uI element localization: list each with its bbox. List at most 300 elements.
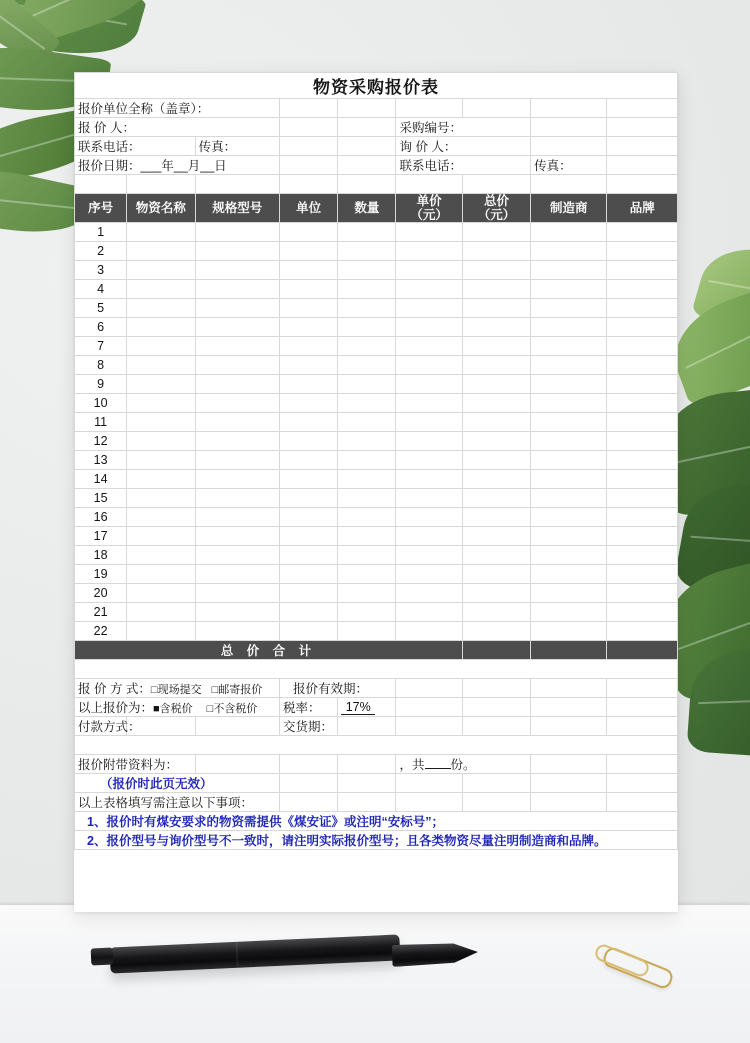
buyer-fax-value[interactable] <box>607 156 678 175</box>
cell-r1-c6[interactable] <box>396 223 462 242</box>
cell-r17-c7[interactable] <box>462 527 530 546</box>
column-header-1[interactable] <box>75 194 127 223</box>
invalid-note: （报价时此页无效） <box>100 777 213 791</box>
cell-r15-c5[interactable] <box>338 489 396 508</box>
company-cell-h[interactable] <box>531 99 607 118</box>
note-item-1: 1、报价时有煤安要求的物资需提供《煤安证》或注明“安标号”； <box>75 812 678 831</box>
cell-r4-c9[interactable] <box>607 280 678 299</box>
cell-r11-c7[interactable] <box>462 413 530 432</box>
quote-method-cell-i[interactable] <box>607 679 678 698</box>
cell-r2-c7[interactable] <box>462 242 530 261</box>
cell-r2-c6[interactable] <box>396 242 462 261</box>
cell-r7-c4[interactable] <box>279 337 337 356</box>
cell-r18-c5[interactable] <box>338 546 396 565</box>
company-cell-f[interactable] <box>396 99 462 118</box>
column-header-line1: 制造商 <box>550 201 588 215</box>
date-cell-d[interactable] <box>279 156 337 175</box>
info-row-quoter <box>75 118 678 137</box>
cell-r1-c8[interactable] <box>531 223 607 242</box>
cell-r21-c2[interactable] <box>127 603 195 622</box>
cell-r7-c7[interactable] <box>462 337 530 356</box>
cell-r9-c2[interactable] <box>127 375 195 394</box>
cell-r11-c4[interactable] <box>279 413 337 432</box>
invalid-cell-g[interactable] <box>462 774 530 793</box>
cell-r12-c9[interactable] <box>607 432 678 451</box>
attachment-suffix-b: 份。 <box>450 758 476 772</box>
cell-r9-c5[interactable] <box>338 375 396 394</box>
cell-r19-c6[interactable] <box>396 565 462 584</box>
cell-r6-c4[interactable] <box>279 318 337 337</box>
cell-r6-c8[interactable] <box>531 318 607 337</box>
cell-r6-c6[interactable] <box>396 318 462 337</box>
cell-r6-c3[interactable] <box>195 318 279 337</box>
cell-r21-c7[interactable] <box>462 603 530 622</box>
notes-cell-g[interactable] <box>462 793 530 812</box>
attachment-value-cell-3[interactable] <box>338 755 396 774</box>
table-row <box>75 356 678 375</box>
cell-r11-c6[interactable] <box>396 413 462 432</box>
cell-r4-c8[interactable] <box>531 280 607 299</box>
spacer-row-2 <box>75 660 678 679</box>
cell-r11-c8[interactable] <box>531 413 607 432</box>
cell-r17-c9[interactable] <box>607 527 678 546</box>
tax-rate-value[interactable]: 17% <box>341 700 375 715</box>
cell-r10-c8[interactable] <box>531 394 607 413</box>
payment-value-cell-2[interactable] <box>195 717 279 736</box>
cell-r5-c8[interactable] <box>531 299 607 318</box>
quote-method-cell-h[interactable] <box>531 679 607 698</box>
cell-r18-c4[interactable] <box>279 546 337 565</box>
notes-cell-e[interactable] <box>338 793 396 812</box>
company-cell-i[interactable] <box>607 99 678 118</box>
quote-method-cell-g[interactable] <box>462 679 530 698</box>
cell-r19-c9[interactable] <box>607 565 678 584</box>
company-cell-e[interactable] <box>338 99 396 118</box>
cell-r19-c7[interactable] <box>462 565 530 584</box>
note-item-row <box>75 812 678 831</box>
cell-r19-c3[interactable] <box>195 565 279 584</box>
cell-r16-c5[interactable] <box>338 508 396 527</box>
cell-r22-c5[interactable] <box>338 622 396 641</box>
spacer-cell <box>462 175 530 194</box>
total-maker-cell[interactable] <box>531 641 607 660</box>
company-cell-d[interactable] <box>279 99 337 118</box>
cell-r10-c5[interactable] <box>338 394 396 413</box>
row-number-cell: 18 <box>75 546 127 565</box>
delivery-value-cell[interactable] <box>338 717 396 736</box>
cell-r20-c6[interactable] <box>396 584 462 603</box>
cell-r20-c9[interactable] <box>607 584 678 603</box>
spacer-cell <box>127 175 195 194</box>
cell-r4-c2[interactable] <box>127 280 195 299</box>
spacer-cell <box>531 175 607 194</box>
cell-r15-c7[interactable] <box>462 489 530 508</box>
cell-r1-c5[interactable] <box>338 223 396 242</box>
cell-r1-c2[interactable] <box>127 223 195 242</box>
attachment-label-cell: 报价附带资料为： <box>75 755 196 774</box>
cell-r14-c3[interactable] <box>195 470 279 489</box>
notes-heading-row <box>75 793 678 812</box>
cell-r8-c8[interactable] <box>531 356 607 375</box>
cell-r2-c2[interactable] <box>127 242 195 261</box>
cell-r20-c7[interactable] <box>462 584 530 603</box>
cell-r3-c8[interactable] <box>531 261 607 280</box>
notes-cell-f[interactable] <box>396 793 462 812</box>
cell-r18-c3[interactable] <box>195 546 279 565</box>
cell-r20-c3[interactable] <box>195 584 279 603</box>
cell-r17-c2[interactable] <box>127 527 195 546</box>
cell-r13-c2[interactable] <box>127 451 195 470</box>
cell-r1-c7[interactable] <box>462 223 530 242</box>
cell-r14-c6[interactable] <box>396 470 462 489</box>
cell-r4-c5[interactable] <box>338 280 396 299</box>
cell-r5-c7[interactable] <box>462 299 530 318</box>
column-header-line1: 总价 <box>483 194 509 208</box>
cell-r14-c5[interactable] <box>338 470 396 489</box>
cell-r3-c9[interactable] <box>607 261 678 280</box>
cell-r10-c9[interactable] <box>607 394 678 413</box>
inquirer-value[interactable] <box>531 137 607 156</box>
column-header-line1: 序号 <box>88 201 114 215</box>
cell-r20-c2[interactable] <box>127 584 195 603</box>
cell-r16-c6[interactable] <box>396 508 462 527</box>
quoter-value-cell[interactable] <box>279 118 337 137</box>
cell-r10-c3[interactable] <box>195 394 279 413</box>
cell-r19-c5[interactable] <box>338 565 396 584</box>
quote-method-option-onsite[interactable]: □现场提交 <box>150 684 202 696</box>
cell-r15-c9[interactable] <box>607 489 678 508</box>
cell-r1-c3[interactable] <box>195 223 279 242</box>
cell-r6-c9[interactable] <box>607 318 678 337</box>
cell-r15-c4[interactable] <box>279 489 337 508</box>
column-header-3[interactable] <box>195 194 279 223</box>
cell-r6-c2[interactable] <box>127 318 195 337</box>
cell-r13-c8[interactable] <box>531 451 607 470</box>
column-header-5[interactable] <box>338 194 396 223</box>
page-title: 物资采购报价表 <box>75 73 678 99</box>
spacer-cell <box>338 175 396 194</box>
cell-r13-c7[interactable] <box>462 451 530 470</box>
cell-r21-c8[interactable] <box>531 603 607 622</box>
cell-r13-c5[interactable] <box>338 451 396 470</box>
date-cell-e[interactable] <box>338 156 396 175</box>
purchase-number-value[interactable] <box>531 118 607 137</box>
cell-r5-c9[interactable] <box>607 299 678 318</box>
company-cell-g[interactable] <box>462 99 530 118</box>
column-header-line1: 品牌 <box>629 201 655 215</box>
cell-r22-c8[interactable] <box>531 622 607 641</box>
cell-r7-c3[interactable] <box>195 337 279 356</box>
cell-r15-c3[interactable] <box>195 489 279 508</box>
quote-date-label: 报价日期：___年__月__日 <box>75 156 280 175</box>
attachment-count[interactable] <box>425 768 451 769</box>
attachment-count-group[interactable] <box>396 755 531 774</box>
cell-r12-c5[interactable] <box>338 432 396 451</box>
cell-r12-c4[interactable] <box>279 432 337 451</box>
row-number-cell: 11 <box>75 413 127 432</box>
cell-r9-c8[interactable] <box>531 375 607 394</box>
cell-r18-c2[interactable] <box>127 546 195 565</box>
tax-option-excluded[interactable]: □不含税价 <box>206 703 258 715</box>
validity-value-cell[interactable] <box>396 679 462 698</box>
payment-cell-i[interactable] <box>607 717 678 736</box>
cell-r22-c3[interactable] <box>195 622 279 641</box>
cell-r21-c4[interactable] <box>279 603 337 622</box>
attachment-suffix-a: ，共 <box>399 758 425 772</box>
spacer-cell <box>279 175 337 194</box>
cell-r21-c3[interactable] <box>195 603 279 622</box>
cell-r8-c2[interactable] <box>127 356 195 375</box>
cell-r14-c2[interactable] <box>127 470 195 489</box>
cell-r8-c7[interactable] <box>462 356 530 375</box>
invalid-cell-e[interactable] <box>338 774 396 793</box>
notes-cell-i[interactable] <box>607 793 678 812</box>
cell-r1-c9[interactable] <box>607 223 678 242</box>
cell-r4-c3[interactable] <box>195 280 279 299</box>
company-name-label: 报价单位全称（盖章）： <box>75 99 280 118</box>
cell-r12-c3[interactable] <box>195 432 279 451</box>
total-row <box>75 641 678 660</box>
payment-label-cell: 付款方式： <box>75 717 127 736</box>
row-number-cell: 4 <box>75 280 127 299</box>
quoter-cell-e[interactable] <box>338 118 396 137</box>
cell-r22-c2[interactable] <box>127 622 195 641</box>
cell-r10-c4[interactable] <box>279 394 337 413</box>
contact-phone-label: 联系电话： <box>75 137 196 156</box>
cell-r2-c4[interactable] <box>279 242 337 261</box>
cell-r7-c8[interactable] <box>531 337 607 356</box>
column-header-9[interactable] <box>607 194 678 223</box>
cell-r17-c3[interactable] <box>195 527 279 546</box>
tax-row <box>75 698 678 717</box>
table-row <box>75 223 678 242</box>
cell-r16-c4[interactable] <box>279 508 337 527</box>
cell-r19-c4[interactable] <box>279 565 337 584</box>
column-header-4[interactable] <box>279 194 337 223</box>
cell-r16-c7[interactable] <box>462 508 530 527</box>
cell-r12-c6[interactable] <box>396 432 462 451</box>
cell-r5-c2[interactable] <box>127 299 195 318</box>
cell-r5-c3[interactable] <box>195 299 279 318</box>
cell-r6-c7[interactable] <box>462 318 530 337</box>
cell-r7-c6[interactable] <box>396 337 462 356</box>
column-header-line1: 单价 <box>416 194 442 208</box>
tax-rate-label-cell <box>279 698 337 717</box>
cell-r2-c8[interactable] <box>531 242 607 261</box>
row-number-cell: 15 <box>75 489 127 508</box>
cell-r9-c9[interactable] <box>607 375 678 394</box>
cell-r2-c3[interactable] <box>195 242 279 261</box>
cell-r11-c9[interactable] <box>607 413 678 432</box>
cell-r12-c7[interactable] <box>462 432 530 451</box>
buyer-fax-label: 传真： <box>531 156 607 175</box>
cell-r9-c7[interactable] <box>462 375 530 394</box>
tax-cell-h[interactable] <box>531 698 607 717</box>
cell-r4-c7[interactable] <box>462 280 530 299</box>
cell-r10-c2[interactable] <box>127 394 195 413</box>
invalid-note-row <box>75 774 678 793</box>
quotation-form-document <box>74 72 678 912</box>
cell-r8-c5[interactable] <box>338 356 396 375</box>
cell-r17-c5[interactable] <box>338 527 396 546</box>
cell-r3-c7[interactable] <box>462 261 530 280</box>
spacer-cell <box>607 175 678 194</box>
invalid-cell-h[interactable] <box>531 774 607 793</box>
cell-r5-c4[interactable] <box>279 299 337 318</box>
notes-cell-d[interactable] <box>279 793 337 812</box>
cell-r22-c4[interactable] <box>279 622 337 641</box>
cell-r16-c8[interactable] <box>531 508 607 527</box>
row-number-cell: 3 <box>75 261 127 280</box>
cell-r13-c3[interactable] <box>195 451 279 470</box>
invalid-cell-f[interactable] <box>396 774 462 793</box>
attachment-value-cell-2[interactable] <box>279 755 337 774</box>
cell-r8-c9[interactable] <box>607 356 678 375</box>
cell-r3-c6[interactable] <box>396 261 462 280</box>
quoter-cell-i[interactable] <box>607 118 678 137</box>
attachment-value-cell-1[interactable] <box>195 755 279 774</box>
table-header-row <box>75 194 678 223</box>
cell-r14-c9[interactable] <box>607 470 678 489</box>
cell-r15-c8[interactable] <box>531 489 607 508</box>
cell-r13-c9[interactable] <box>607 451 678 470</box>
column-header-6[interactable] <box>396 194 462 223</box>
cell-r9-c6[interactable] <box>396 375 462 394</box>
tax-option-included[interactable]: ■含税价 <box>153 703 193 715</box>
invalid-cell-i[interactable] <box>607 774 678 793</box>
cell-r18-c6[interactable] <box>396 546 462 565</box>
column-header-2[interactable] <box>127 194 195 223</box>
cell-r4-c4[interactable] <box>279 280 337 299</box>
tax-cell-i[interactable] <box>607 698 678 717</box>
phone-cell-e[interactable] <box>338 137 396 156</box>
row-number-cell: 22 <box>75 622 127 641</box>
cell-r19-c8[interactable] <box>531 565 607 584</box>
cell-r6-c5[interactable] <box>338 318 396 337</box>
cell-r14-c7[interactable] <box>462 470 530 489</box>
row-number-cell: 10 <box>75 394 127 413</box>
attachment-cell-i[interactable] <box>607 755 678 774</box>
table-row <box>75 603 678 622</box>
cell-r10-c6[interactable] <box>396 394 462 413</box>
row-number-cell: 13 <box>75 451 127 470</box>
notes-cell-h[interactable] <box>531 793 607 812</box>
column-header-7[interactable] <box>462 194 530 223</box>
cell-r12-c8[interactable] <box>531 432 607 451</box>
invalid-cell-d[interactable] <box>279 774 337 793</box>
row-number-cell: 19 <box>75 565 127 584</box>
cell-r9-c3[interactable] <box>195 375 279 394</box>
quote-method-group[interactable] <box>75 679 280 698</box>
cell-r14-c8[interactable] <box>531 470 607 489</box>
cell-r16-c3[interactable] <box>195 508 279 527</box>
cell-r9-c4[interactable] <box>279 375 337 394</box>
spreadsheet <box>74 72 678 850</box>
cell-r3-c2[interactable] <box>127 261 195 280</box>
column-header-line2: （元） <box>477 208 516 222</box>
cell-r1-c4[interactable] <box>279 223 337 242</box>
cell-r14-c4[interactable] <box>279 470 337 489</box>
cell-r22-c9[interactable] <box>607 622 678 641</box>
cell-r15-c2[interactable] <box>127 489 195 508</box>
cell-r11-c3[interactable] <box>195 413 279 432</box>
cell-r3-c5[interactable] <box>338 261 396 280</box>
cell-r2-c5[interactable] <box>338 242 396 261</box>
table-row <box>75 280 678 299</box>
payment-cell-g[interactable] <box>462 717 530 736</box>
cell-r4-c6[interactable] <box>396 280 462 299</box>
cell-r8-c6[interactable] <box>396 356 462 375</box>
cell-r7-c2[interactable] <box>127 337 195 356</box>
column-header-8[interactable] <box>531 194 607 223</box>
quote-method-label: 报 价 方 式： <box>78 682 151 696</box>
cell-r13-c4[interactable] <box>279 451 337 470</box>
cell-r20-c5[interactable] <box>338 584 396 603</box>
payment-cell-f[interactable] <box>396 717 462 736</box>
tax-group[interactable] <box>75 698 280 717</box>
cell-r22-c6[interactable] <box>396 622 462 641</box>
tax-cell-g[interactable] <box>462 698 530 717</box>
tax-rate-value-cell[interactable] <box>338 698 396 717</box>
row-number-cell: 7 <box>75 337 127 356</box>
cell-r10-c7[interactable] <box>462 394 530 413</box>
cell-r17-c8[interactable] <box>531 527 607 546</box>
attachment-cell-h[interactable] <box>531 755 607 774</box>
cell-r20-c4[interactable] <box>279 584 337 603</box>
cell-r22-c7[interactable] <box>462 622 530 641</box>
total-value-cell[interactable] <box>462 641 530 660</box>
cell-r5-c5[interactable] <box>338 299 396 318</box>
cell-r17-c6[interactable] <box>396 527 462 546</box>
payment-row <box>75 717 678 736</box>
cell-r21-c5[interactable] <box>338 603 396 622</box>
cell-r16-c9[interactable] <box>607 508 678 527</box>
cell-r18-c8[interactable] <box>531 546 607 565</box>
quote-method-option-mail[interactable]: □邮寄报价 <box>211 684 263 696</box>
cell-r5-c6[interactable] <box>396 299 462 318</box>
cell-r7-c9[interactable] <box>607 337 678 356</box>
cell-r11-c2[interactable] <box>127 413 195 432</box>
cell-r20-c8[interactable] <box>531 584 607 603</box>
column-header-line1: 规格型号 <box>212 201 263 215</box>
payment-cell-h[interactable] <box>531 717 607 736</box>
tax-cell-f[interactable] <box>396 698 462 717</box>
cell-r3-c3[interactable] <box>195 261 279 280</box>
cell-r13-c6[interactable] <box>396 451 462 470</box>
row-number-cell: 5 <box>75 299 127 318</box>
table-row <box>75 242 678 261</box>
cell-r21-c6[interactable] <box>396 603 462 622</box>
phone-cell-i[interactable] <box>607 137 678 156</box>
cell-r7-c5[interactable] <box>338 337 396 356</box>
table-row <box>75 318 678 337</box>
cell-r8-c3[interactable] <box>195 356 279 375</box>
cell-r21-c9[interactable] <box>607 603 678 622</box>
cell-r18-c7[interactable] <box>462 546 530 565</box>
cell-r17-c4[interactable] <box>279 527 337 546</box>
cell-r11-c5[interactable] <box>338 413 396 432</box>
cell-r19-c2[interactable] <box>127 565 195 584</box>
cell-r18-c9[interactable] <box>607 546 678 565</box>
cell-r8-c4[interactable] <box>279 356 337 375</box>
cell-r2-c9[interactable] <box>607 242 678 261</box>
cell-r16-c2[interactable] <box>127 508 195 527</box>
cell-r15-c6[interactable] <box>396 489 462 508</box>
cell-r3-c4[interactable] <box>279 261 337 280</box>
cell-r12-c2[interactable] <box>127 432 195 451</box>
fax-value-cell[interactable] <box>279 137 337 156</box>
total-brand-cell[interactable] <box>607 641 678 660</box>
